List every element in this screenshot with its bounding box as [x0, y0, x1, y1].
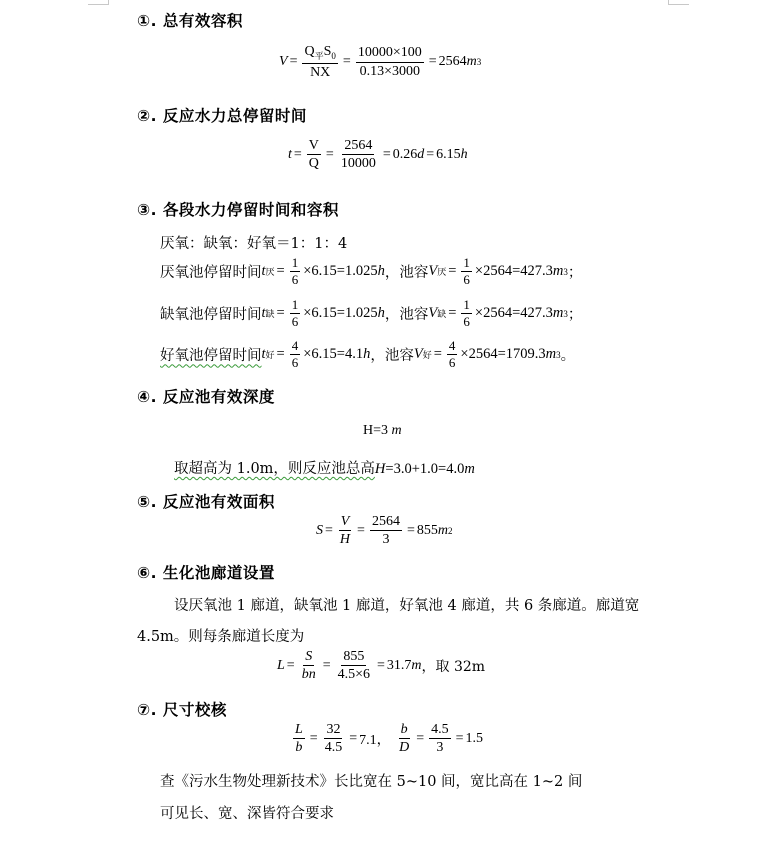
equation-ratio-check: $\frac{L}{b}$ = $\frac{32}{4.5}$ = 7.1， $\frac{b}{D}$ = $\frac{4.5}{3}$ = 1.5 [295, 722, 484, 756]
fraction: $\frac{L}{b}$ [295, 722, 303, 756]
equation-area: S = $\frac{V}{H}$ = $\frac{2564}{3}$ = 855 m 2 [316, 514, 453, 548]
aerobic-row: 好氧池停留时间 t 好 = $\frac{4}{6}$ ×6.15=4.1 h ，池容 V 好 = $\frac{4}{6}$ ×2564=1709.3 m 3 。 [160, 338, 576, 371]
heading-corridor-setup: ⑥. 生化池廊道设置 [137, 564, 275, 582]
corridor-paragraph-line2: 4.5m。则每条廊道长度为 [137, 629, 305, 645]
fraction: $\frac{S}{bn}$ [301, 649, 316, 683]
fraction: $\frac{2564}{10000}$ [340, 138, 376, 172]
eq-lhs: V [279, 54, 288, 70]
freeboard-text: 取超高为 1.0m，则反应池总高H=3.0+1.0=4.0m [174, 461, 475, 477]
conclusion-text: 可见长、宽、深皆符合要求 [160, 806, 334, 822]
heading-effective-area: ⑤. 反应池有效面积 [137, 493, 275, 511]
eq-result: 2564 [438, 54, 467, 70]
corridor-paragraph-line1: 设厌氧池 1 廊道，缺氧池 1 廊道，好氧池 4 廊道，共 6 条廊道。廊道宽 [174, 598, 640, 614]
heading-total-volume: ①. 总有效容积 [137, 12, 243, 30]
fraction: $\frac{855}{4.5\times 6}$ [337, 649, 371, 683]
page-corner-mark-right [668, 0, 689, 5]
fraction: $\frac{32}{4.5}$ [324, 722, 343, 756]
fraction: $\frac{4.5}{3}$ [431, 722, 449, 756]
reference-text: 查《污水生物处理新技术》长比宽在 5~10 间，宽比高在 1~2 间 [160, 774, 583, 790]
fraction: $\frac{2564}{3}$ [371, 514, 400, 548]
fraction: $\frac{Q_平S_0}{NX}$ [304, 44, 336, 80]
heading-stage-retention: ③. 各段水力停留时间和容积 [137, 201, 339, 219]
heading-dimension-check: ⑦. 尺寸校核 [137, 701, 227, 719]
ratio-text: 厌氧：缺氧：好氧＝1：1：4 [160, 236, 348, 252]
anoxic-row: 缺氧池停留时间 t 缺 = $\frac{1}{6}$ ×6.15=1.025 h ，池容 V 缺 = $\frac{1}{6}$ ×2564=427.3 m 3 ； [160, 297, 583, 330]
fraction: $\frac{V}{Q}$ [308, 138, 319, 172]
equation-total-volume: V = $\frac{Q_平S_0}{NX}$ = $\frac{10000\times 100}{0.13\times 3000}$ = 2564 m 3 [279, 44, 482, 80]
equation-corridor-length: L = $\frac{S}{bn}$ = $\frac{855}{4.5\times 6}$ = 31.7 m ，取 32m [277, 649, 486, 683]
heading-effective-depth: ④. 反应池有效深度 [137, 388, 275, 406]
equation-depth: H=3 m [363, 423, 402, 438]
fraction: $\frac{10000\times 100}{0.13\times 3000}$ [357, 45, 422, 79]
page-corner-mark-left [88, 0, 109, 5]
anaerobic-row: 厌氧池停留时间 t 厌 = $\frac{1}{6}$ ×6.15=1.025 h ，池容 V 厌 = $\frac{1}{6}$ ×2564=427.3 m 3 ； [160, 255, 583, 288]
fraction: $\frac{V}{H}$ [339, 514, 351, 548]
fraction: $\frac{b}{D}$ [399, 722, 410, 756]
equation-retention-time: t = $\frac{V}{Q}$ = $\frac{2564}{10000}$ = 0.26 d = 6.15 h [288, 138, 468, 172]
heading-total-retention-time: ②. 反应水力总停留时间 [137, 107, 307, 125]
